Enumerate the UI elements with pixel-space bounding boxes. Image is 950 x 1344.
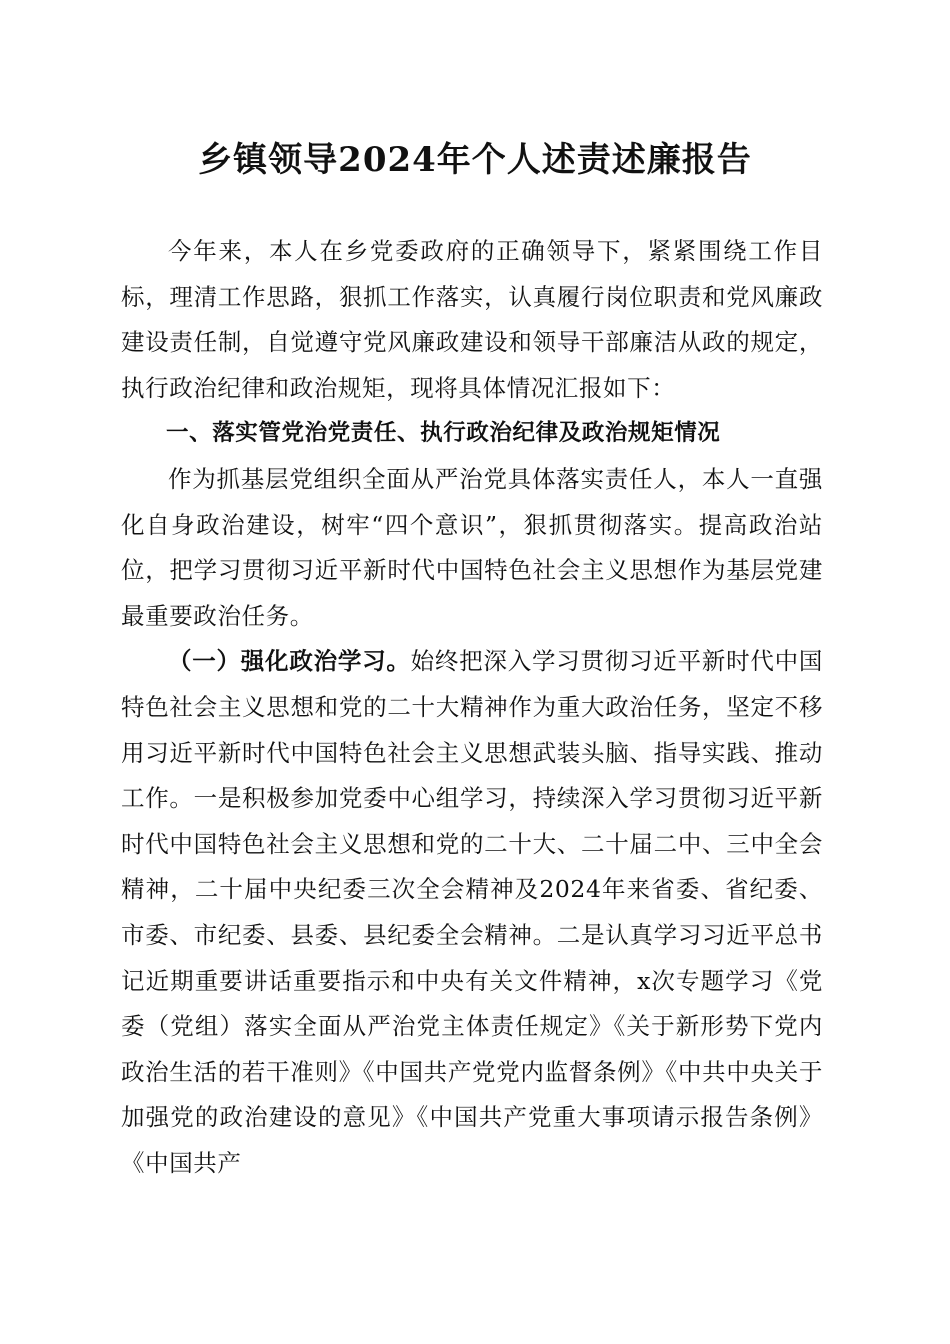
document-body [121, 229, 823, 1186]
subsection-1-text: 始终把深入学习贯彻习近平新时代中国特色社会主义思想和党的二十大精神作为重大政治任务，坚定不移用习近平新时代中国特色社会主义思想武装头脑、指导实践、推动工作。一是积极参加党委中心组学习，持续深入学习贯彻习近平新时代中国特色社会主义思想和党的二十大、二十届二中、三中全会精神，二十届中央纪委三次全会精神及2024年来省委、省纪委、市委、市纪委、县委、县纪委全会精神。二是认真学习习近平总书记近期重要讲话重要指示和中央有关文件精神，x次专题学习《党委（党组）落实全面从严治党主体责任规定》《关于新形势下党内政治生活的若干准则》《中国共产党党内监督条例》《中共中央关于加强党的政治建设的意见》《中国共产党重大事项请示报告条例》《中国共产 [121, 647, 823, 1177]
section-1-paragraph: 作为抓基层党组织全面从严治党具体落实责任人，本人一直强化自身政治建设，树牢“四个意识”，狠抓贯彻落实。提高政治站位，把学习贯彻习近平新时代中国特色社会主义思想作为基层党建最重要政治任务。 [121, 464, 823, 630]
intro-paragraph: 今年来，本人在乡党委政府的正确领导下，紧紧围绕工作目标，理清工作思路，狠抓工作落实，认真履行岗位职责和党风廉政建设责任制，自觉遵守党风廉政建设和领导干部廉洁从政的规定，执行政治纪律和政治规矩，现将具体情况汇报如下： [121, 237, 823, 402]
subsection-1-title: （一）强化政治学习。 [168, 647, 411, 676]
document-title: 乡镇领导2024年个人述责述廉报告 [198, 140, 752, 180]
section-1-heading: 一、落实管党治党责任、执行政治纪律及政治规矩情况 [166, 420, 721, 447]
subsection-1-paragraph [121, 639, 823, 1186]
